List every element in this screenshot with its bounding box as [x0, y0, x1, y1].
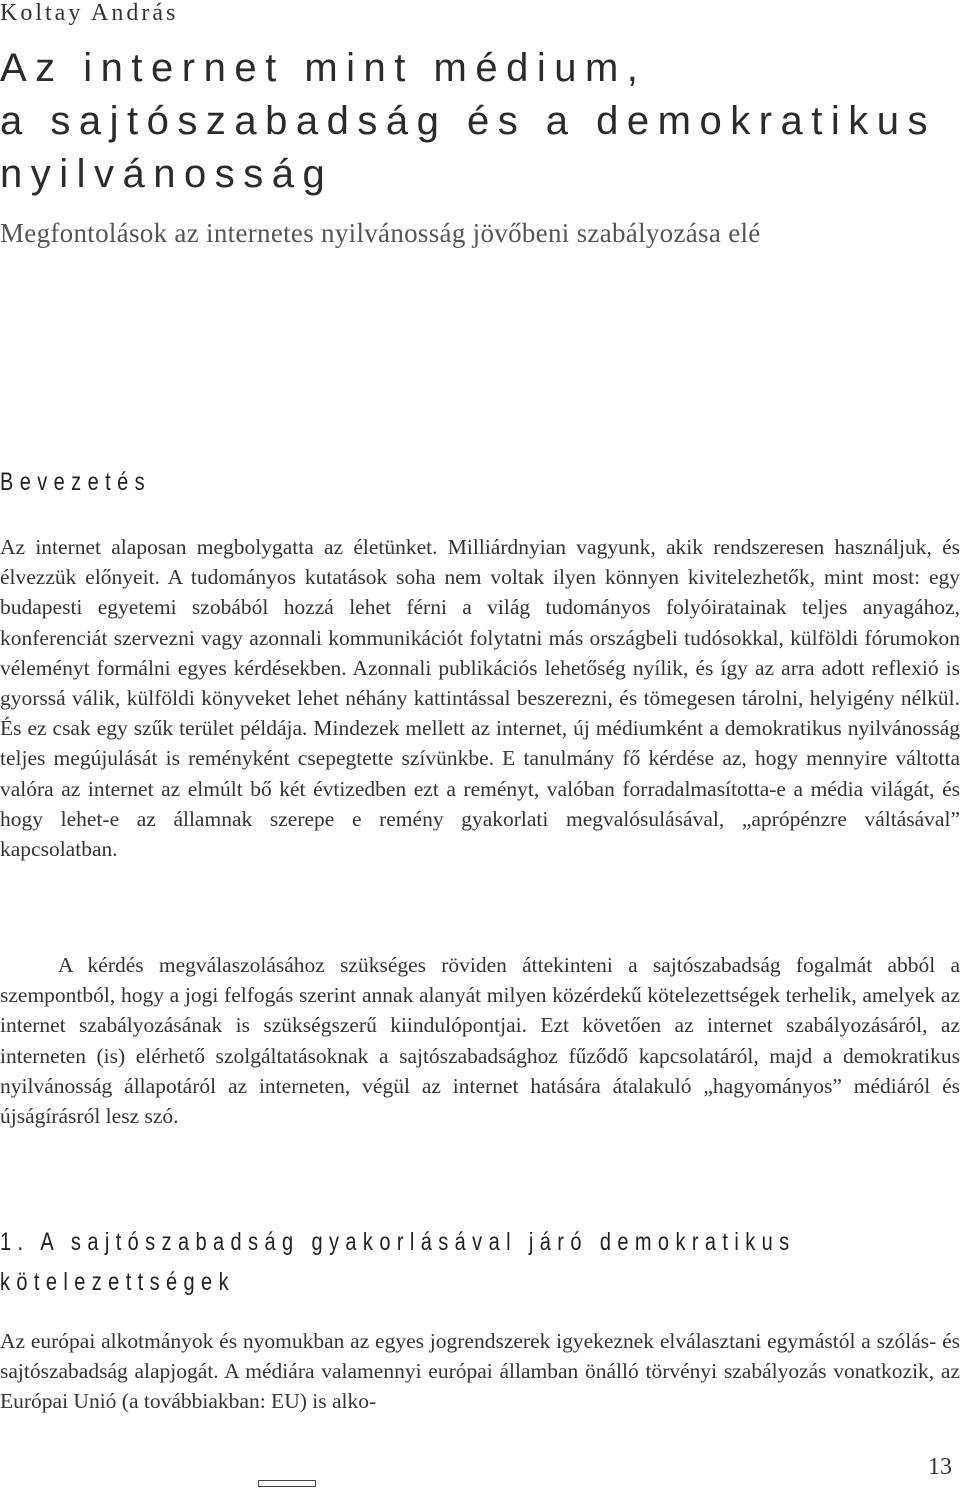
footer-rule [258, 1480, 316, 1487]
body-paragraph: Az internet alaposan megbolygatta az életünket. Milliárdnyian vagyunk, akik rendszeresen használjuk, és élvezzük előnyeit. A tudományos kutatások soha nem voltak ilyen könnyen kivitelezhetők, mint most: egy budapesti egyetemi szobából hozzá lehet férni a világ tudományos folyóiratainak teljes anyagához, konferenciát szervezni vagy azonnali kommunikációt folytatni más országbeli tudósokkal, külföldi fórumokon véleményt formálni egyes kérdésekben. Azonnali publikációs lehetőség nyílik, és így az arra adott reflexió is gyorssá válik, külföldi könyveket lehet néhány kattintással beszerezni, és tömegesen tárolni, helyigény nélkül. És ez csak egy szűk terület példája. Mindezek mellett az internet, új médiumként a demokratikus nyilvánosság teljes megújulását is reményként csepegtette szívünkbe. E tanulmány fő kérdése az, hogy mennyire váltotta valóra az internet az elmúlt bő két évtizedben ezt a reményt, valóban forradalmasította-e a média világát, és hogy lehet-e az államnak szerepe e remény gyakorlati megvalósulásával, „aprópénzre váltásával” kapcsolatban. [0, 535, 960, 862]
heading-line: kötelezettségek [0, 1268, 235, 1296]
article-subtitle: Megfontolások az internetes nyilvánosság jövőbeni szabályozása elé [0, 218, 761, 248]
author-name: Koltay András [0, 0, 179, 26]
title-line: nyilvánosság [0, 152, 334, 196]
heading-line: 1. A sajtószabadság gyakorlásával járó demokratikus [0, 1228, 796, 1256]
section-heading-1 [0, 1222, 944, 1302]
body-paragraph: Az európai alkotmányok és nyomukban az egyes jogrendszerek igyekeznek elválasztani egymástól a szólás- és sajtószabadság alapjogát. A médiára valamennyi európai államban önálló törvényi szabályozás vonatkozik, az Európai Unió (a továbbiakban: EU) is alko- [0, 1329, 960, 1414]
section-heading-intro: Bevezetés [0, 468, 151, 496]
title-line: Az internet mint médium, [0, 46, 647, 90]
title-line: a sajtószabadság és a demokratikus [0, 99, 937, 143]
article-title [0, 42, 936, 201]
page-number: 13 [928, 1454, 952, 1480]
body-paragraph: A kérdés megválaszolásához szükséges röviden áttekinteni a sajtószabadság fogalmát abból a szempontból, hogy a jogi felfogás szerint annak alanyát milyen közérdekű kötelezettségek terhelik, amelyek az internet szabályozásának is szükségszerű kiindulópontjai. Ezt követően az internet szabályozásáról, az interneten (is) elérhető szolgáltatásoknak a sajtószabadsághoz fűződő kapcsolatáról, majd a demokratikus nyilvánosság állapotáról az interneten, végül az internet hatására átalakuló „hagyományos” médiáról és újságírásról lesz szó. [0, 953, 960, 1129]
